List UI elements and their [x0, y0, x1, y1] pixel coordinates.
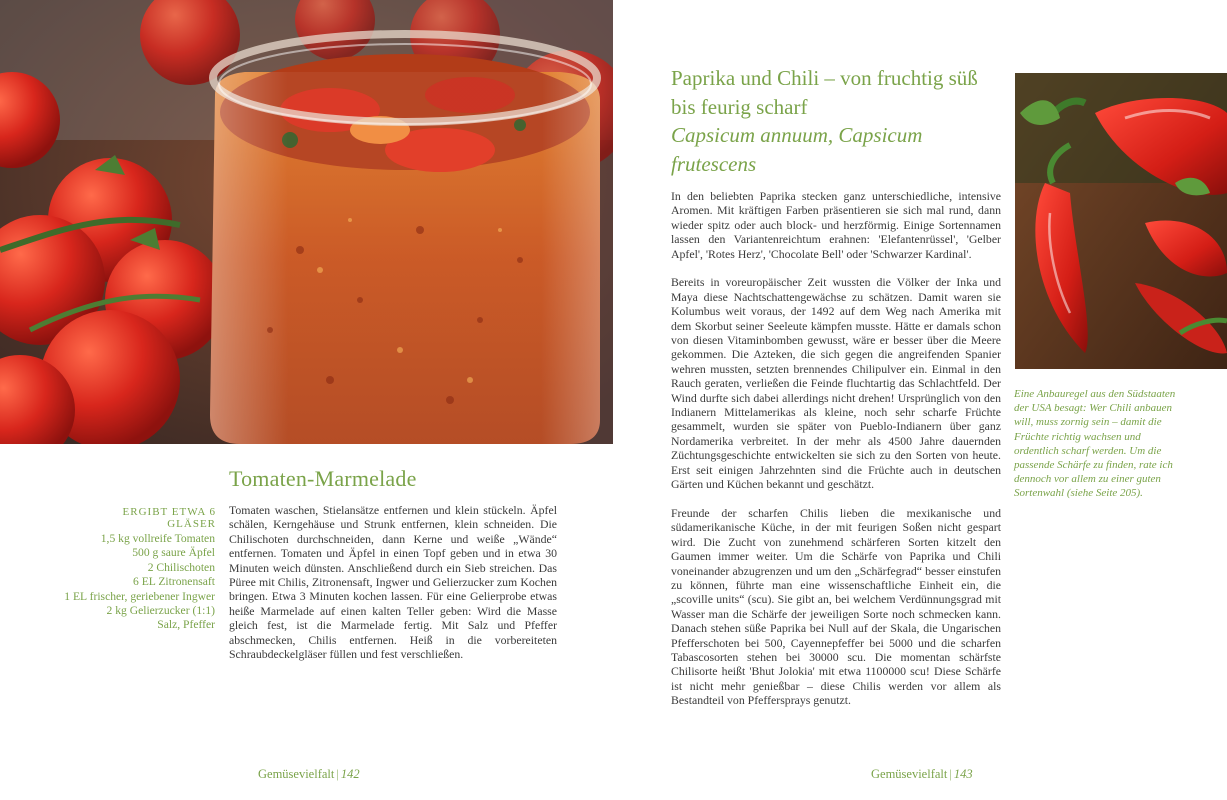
page-number: 142 [340, 767, 360, 781]
ingredient-item: Salz, Pfeffer [157, 618, 215, 632]
article-paragraph: Freunde der scharfen Chilis lieben die mexikanische und südamerikanische Küche, in der mit feurigen Soßen nicht gespart wird. Die Zucht von zunehmend schärferen Sorten kitzelt den Gaumen immer weiter. Um die Schärfe von Paprika und Chili voneinander abzugrenzen und um den „Schärfegrad“ besser einstufen zu können, führte man eine wissenschaftliche Einheit ein, die „scoville units“ (scu). Sie gibt an, bei welchem Verdünnungsgrad mit Wasser man die Schärfe der jeweiligen Sorte noch schmecken kann. Danach stehen süße Paprika bei Null auf der Skala, die Ungarischen Pfefferschoten bei 500, Cayennepfeffer bei 5000 und die scharfen Tabascosorten stehen bei 30000 scu. Die momentan schärfste Chilisorte heißt 'Bhut Jolokia' mit etwa 1100000 scu! Diese Schärfe ist nicht mehr genießbar – diese Chilis werden vor allem als Bestandteil von Pfeffersprays genutzt. [671, 505, 1001, 708]
ingredient-item: 500 g saure Äpfel [132, 546, 215, 560]
footer-section: Gemüsevielfalt [871, 767, 948, 781]
ingredient-item: 1,5 kg vollreife Tomaten [100, 532, 215, 545]
page-footer-left: Gemüsevielfalt | 142 [258, 767, 360, 781]
recipe-title: Tomaten-Marmelade [229, 466, 417, 491]
article-title-text: Paprika und Chili – von fruchtig süß bis feurig scharf [671, 66, 978, 119]
photo-caption: Eine Anbauregel aus den Südstaaten der USA besagt: Wer Chili anbauen will, muss zornig sein – damit die Früchte richtig wachsen und ordentlich scharf werden. Um die passende Schärfe zu finden, rate ich dennoch vor allem zu einer guten Sortenwahl (siehe Seite 205). [1014, 388, 1176, 500]
red-chili-photo [1015, 73, 1227, 369]
ingredient-list [40, 532, 215, 633]
footer-section: Gemüsevielfalt [258, 767, 335, 781]
ingredient-item: 2 kg Gelierzucker (1:1) [106, 604, 215, 618]
ingredient-item: 1 EL frischer, geriebener Ingwer [64, 589, 215, 603]
page-footer-right: Gemüsevielfalt | 143 [871, 767, 973, 781]
ingredient-item: 2 Chilischoten [147, 560, 215, 574]
left-page [0, 0, 613, 800]
ingredient-item: 6 EL Zitronensaft [133, 575, 215, 589]
latin-names: Capsicum annuum, Capsicum frutescens [671, 123, 923, 176]
tomato-jam-jar-photo [0, 0, 613, 444]
article-title [671, 64, 1001, 178]
article-body [671, 189, 1001, 722]
right-page [613, 0, 1227, 800]
recipe-instructions: Tomaten waschen, Stielansätze entfernen und klein stückeln. Äpfel schälen, Kerngehäuse und Strunk entfernen, klein schneiden. Die Chilischoten durchschneiden, dann Kerne und weiße „Wände“ entfernen. Tomaten und Äpfel in einen Topf geben und in etwa 30 Minuten weich dünsten. Anschließend durch ein Sieb streichen. Das Püree mit Chilis, Zitronensaft, Ingwer und Gelierzucker zum Kochen bringen. Etwa 3 Minuten kochen lassen. Für eine Gelierprobe etwas heiße Marmelade auf einen kalten Teller geben: Wird die Masse gleich fest, ist die Marmelade fertig. Mit Salz und Pfeffer abschmecken, Chilis entfernen. Heiß in die vorbereiteten Schraubdeckelgläser füllen und fest verschließen. [229, 503, 557, 662]
article-paragraph: In den beliebten Paprika stecken ganz unterschiedliche, intensive Aromen. Mit kräftigen Farben präsentieren sie sich mal rund, dann wieder spitz oder auch block- und herzförmig. Einige Sortennamen lassen den Variantenreichtum erahnen: 'Elefantenrüssel', 'Gelber Apfel', 'Rotes Herz', 'Chocolate Bell' oder 'Schwarzer Kardinal'. [671, 189, 1001, 261]
recipe-yield: ERGIBT ETWA 6 GLÄSER [122, 506, 216, 530]
page-number: 143 [953, 767, 973, 781]
article-paragraph: Bereits in voreuropäischer Zeit wussten die Völker der Inka und Maya diese Nachtschattengewächse zu schätzen. Damit waren sie Kolumbus weit voraus, der 1492 auf dem Weg nach Amerika mit dem Skorbut seiner Seeleute kämpfen musste. Hätte er damals schon von diesen Vitaminbomben gewusst, wäre er besser über die Meere gekommen. Die Azteken, die sich gegen die angreifenden Spanier wehren mussten, setzten brennendes Chilipulver ein. Einmal in den Rauch geraten, verließen die Feinde fluchtartig das Schlachtfeld. Der Wind durfte sich dabei allerdings nicht drehen! Ursprünglich von den Indianern Mittelamerikas als kleine, noch sehr scharfe Früchte gesammelt, wurden sie später von Pueblo-Indianern über ganz Nordamerika verbreitet. In der mehr als 4500 Jahre dauernden Züchtungsgeschichte entwickelten sie sich zu den Sorten von heute. Erst seit einigen Jahrzehnten sind die Früchte auch in deutschen Gärten und Küchen bekannt und geschätzt. [671, 275, 1001, 492]
